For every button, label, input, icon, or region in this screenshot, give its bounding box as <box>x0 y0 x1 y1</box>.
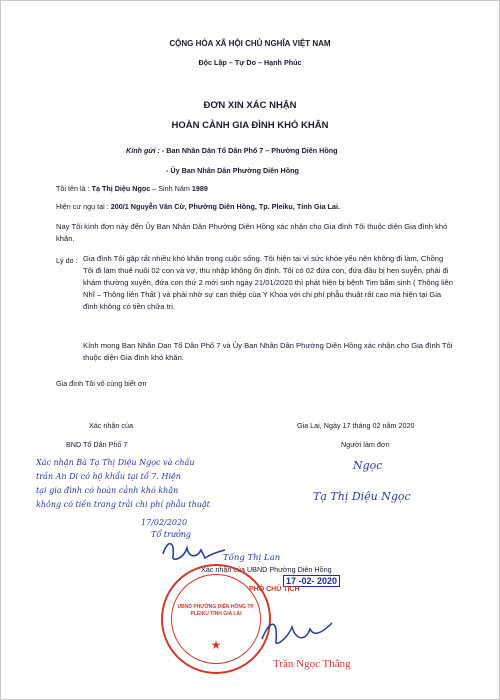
seal-text: UBND PHƯỜNG DIÊN HỒNG TP. PLEIKU TỈNH GIA LAI <box>177 604 255 617</box>
document-title-line2: HOÀN CẢNH GIA ĐÌNH KHÓ KHĂN <box>171 120 329 131</box>
confirm-label: Xác nhận của <box>89 421 133 430</box>
applicant-address-line <box>56 202 340 211</box>
birth-year: 1989 <box>191 184 208 193</box>
leader-name: Tống Thị Lan <box>223 553 281 563</box>
handwritten-line: Xác nhận Bà Tạ Thị Diệu Ngọc và chấu <box>36 458 195 467</box>
leader-signature-icon <box>159 536 229 566</box>
official-seal <box>161 564 271 674</box>
handwritten-line: không có tiền trang trải chi phí phẫu thuật <box>36 500 210 509</box>
handwritten-line: trần An Di có hộ khẩu tại tổ 7. Hiện <box>36 472 181 481</box>
national-title: CỘNG HÒA XÃ HỘI CHỦ NGHĨA VIỆT NAM <box>169 39 331 48</box>
name-label: Tôi tên là : <box>56 184 90 193</box>
official-signature-icon <box>256 611 336 651</box>
seal-star-icon: ★ <box>210 638 222 652</box>
reason-paragraph: Gia đình Tôi gặp rất nhiều khó khăn trong cuộc sống. Tôi hiện tại vì sức khỏe yếu nên không đi làm, Chồng Tôi đi làm thuê nuôi 02 con và vợ, thu nhập không ổn định. Tôi có 02 đứa con, đứa đầu bị hen suyễn, phải đi khám thường xuyên, đứa con thứ 2 mới sinh ngày 21/01/2020 thì phát hiện bị bệnh Tim bẩm sinh ( Thông liên Nhĩ – Thông liên Thất ) và phải nhờ sự can thiệp của Y Khoa với chi phí phẫu thuật rất cao mà hiện tại Gia đình không có tiền chữa trị. <box>83 254 453 311</box>
applicant-signed-name: Tạ Thị Diệu Ngọc <box>313 490 411 503</box>
ward-confirm-label: Xác nhận của UBND Phường Diên Hồng <box>201 565 332 574</box>
official-name: Trần Ngọc Thắng <box>273 658 351 670</box>
confirm-org: BND Tổ Dân Phố 7 <box>66 440 128 449</box>
date-stamp: 17 -02- 2020 <box>283 575 340 587</box>
reason-label: Lý do : <box>56 256 78 265</box>
official-title-stamp: PHÓ CHỦ TỊCH <box>249 586 300 593</box>
applicant-name-line <box>56 184 208 193</box>
recipients-first <box>126 146 338 155</box>
applicant-address: 200/1 Nguyễn Văn Cừ, Phường Diên Hồng, Tp. Pleiku, Tỉnh Gia Lai. <box>110 202 340 211</box>
request-paragraph: Nay Tôi kính đơn này đến Ủy Ban Nhân Dân Phường Diên Hồng xác nhận cho Gia đình Tôi thuộc diện Gia đình khó khăn. <box>56 222 448 243</box>
handwritten-confirmation <box>36 456 210 512</box>
applicant-name: Tạ Thị Diệu Ngọc <box>91 184 151 193</box>
recipient-second: - Ủy Ban Nhân Dân Phường Diên Hồng <box>166 166 299 175</box>
applicant-signature: Ngọc <box>353 459 383 472</box>
handwritten-title: Tổ trưởng <box>151 530 192 539</box>
document-title-line1: ĐƠN XIN XÁC NHẬN <box>203 100 297 111</box>
handwritten-line: tại gia đình có hoàn cảnh khó khăn <box>36 486 179 495</box>
recipient-first: - Ban Nhân Dân Tổ Dân Phố 7 – Phường Diên Hồng <box>161 146 338 155</box>
hope-paragraph: Kính mong Ban Nhân Dan Tổ Dân Phố 7 và Ủy Ban Nhân Dân Phường Diên Hồng xác nhận cho Gia đình Tôi thuộc diện Gia đình khó khăn. <box>83 341 453 362</box>
address-label: Hiện cư ngụ tại : <box>56 202 109 211</box>
closing-line: Gia đình Tôi vô cùng biết ơn <box>56 379 147 388</box>
place-date: Gia Lai, Ngày 17 tháng 02 năm 2020 <box>297 421 415 430</box>
birth-label: – Sinh Năm <box>152 184 190 193</box>
recipients-label: Kính gửi : <box>126 146 160 155</box>
applicant-role-label: Người làm đơn <box>341 440 390 449</box>
motto: Độc Lập – Tự Do – Hạnh Phúc <box>198 58 302 67</box>
handwritten-date: 17/02/2020 <box>141 518 188 527</box>
